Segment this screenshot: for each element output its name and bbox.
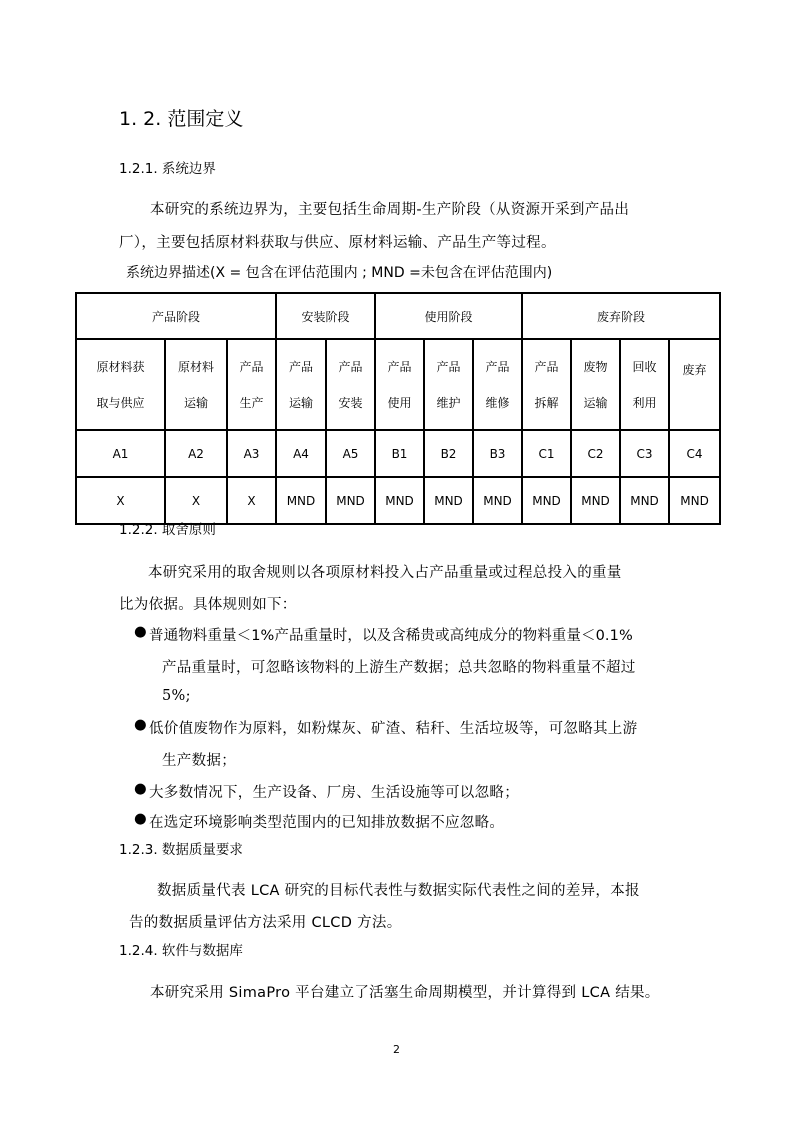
code-cell: A1 (76, 430, 165, 477)
inclusion-cell: MND (375, 477, 424, 524)
code-cell: B1 (375, 430, 424, 477)
inclusion-cell: X (165, 477, 227, 524)
inclusion-row (76, 477, 720, 524)
bullet-icon: ● (134, 811, 147, 827)
module-cell (473, 339, 522, 430)
inclusion-cell: MND (276, 477, 326, 524)
inclusion-cell: MND (620, 477, 669, 524)
software-para-line1: 本研究采用 SimaPro 平台建立了活塞生命周期模型，并计算得到 LCA 结果。 (150, 985, 660, 1001)
inclusion-cell: X (227, 477, 276, 524)
module-cell (375, 339, 424, 430)
stage-cell: 产品阶段 (76, 293, 276, 339)
system-boundary-para-line2: 厂），主要包括原材料获取与供应、原材料运输、产品生产等过程。 (119, 235, 556, 251)
bullet-icon: ● (134, 717, 147, 733)
bullet-4-line1: 在选定环境影响类型范围内的已知排放数据不应忽略。 (149, 815, 505, 831)
module-cell (76, 339, 165, 430)
table-caption: 系统边界描述(X = 包含在评估范围内 ; MND =未包含在评估范围内) (126, 265, 553, 281)
module-cell (326, 339, 375, 430)
stage-row (76, 293, 720, 339)
inclusion-cell: X (76, 477, 165, 524)
inclusion-cell: MND (473, 477, 522, 524)
stage-cell: 安装阶段 (276, 293, 375, 339)
heading-cutoff-rules: 1.2.2. 取舍原则 (119, 522, 216, 538)
module-row (76, 339, 720, 430)
data-quality-para-line1: 数据质量代表 LCA 研究的目标代表性与数据实际代表性之间的差异，本报 (157, 883, 640, 899)
page-number: 2 (393, 1043, 400, 1056)
module-cell (669, 339, 720, 430)
code-cell: C1 (522, 430, 571, 477)
module-cell (227, 339, 276, 430)
module-line: 生产 (239, 395, 264, 410)
cutoff-para-line1: 本研究采用的取舍规则以各项原材料投入占产品重量或过程总投入的重量 (148, 565, 622, 581)
bullet-2-line1: 低价值废物作为原料，如粉煤灰、矿渣、秸秆、生活垃圾等，可忽略其上游 (149, 721, 638, 737)
module-line: 维修 (485, 395, 510, 410)
module-line: 运输 (183, 395, 208, 410)
code-cell: A2 (165, 430, 227, 477)
module-line: 运输 (583, 395, 608, 410)
inclusion-cell: MND (522, 477, 571, 524)
code-row (76, 430, 720, 477)
stage-cell: 废弃阶段 (522, 293, 720, 339)
module-line: 原材料 (177, 359, 214, 374)
module-line: 产品 (534, 359, 559, 374)
bullet-1-line3: 5%; (162, 688, 191, 704)
inclusion-cell: MND (326, 477, 375, 524)
module-cell (571, 339, 620, 430)
code-cell: C3 (620, 430, 669, 477)
inclusion-cell: MND (571, 477, 620, 524)
code-cell: A4 (276, 430, 326, 477)
module-line: 维护 (436, 395, 461, 410)
code-cell: B3 (473, 430, 522, 477)
module-line: 使用 (387, 395, 412, 410)
module-line: 安装 (338, 395, 363, 410)
code-cell: A5 (326, 430, 375, 477)
module-line: 产品 (239, 359, 264, 374)
module-line: 废弃 (682, 363, 707, 377)
module-line: 产品 (436, 359, 461, 374)
module-cell (165, 339, 227, 430)
module-line: 取与供应 (96, 395, 145, 410)
module-line: 利用 (632, 395, 657, 410)
inclusion-cell: MND (669, 477, 720, 524)
code-cell: C4 (669, 430, 720, 477)
module-line: 运输 (288, 395, 313, 410)
heading-software-database: 1.2.4. 软件与数据库 (119, 943, 243, 959)
section-title: 1. 2. 范围定义 (119, 108, 244, 130)
bullet-1-line1: 普通物料重量＜1%产品重量时，以及含稀贵或高纯成分的物料重量＜0.1% (149, 628, 633, 644)
data-quality-para-line2: 告的数据质量评估方法采用 CLCD 方法。 (129, 915, 402, 931)
module-cell (620, 339, 669, 430)
heading-data-quality: 1.2.3. 数据质量要求 (119, 842, 243, 858)
stage-cell: 使用阶段 (375, 293, 522, 339)
module-line: 废物 (583, 359, 608, 374)
module-cell (424, 339, 473, 430)
inclusion-cell: MND (424, 477, 473, 524)
module-line: 回收 (632, 359, 657, 374)
bullet-1-line2: 产品重量时，可忽略该物料的上游生产数据；总共忽略的物料重量不超过 (162, 660, 636, 676)
system-boundary-table (75, 292, 721, 525)
module-line: 产品 (288, 359, 313, 374)
code-cell: B2 (424, 430, 473, 477)
module-line: 产品 (387, 359, 412, 374)
cutoff-para-line2: 比为依据。具体规则如下： (119, 597, 297, 613)
bullet-2-line2: 生产数据； (162, 753, 236, 769)
module-line: 拆解 (534, 395, 559, 410)
module-cell (522, 339, 571, 430)
code-cell: C2 (571, 430, 620, 477)
module-cell (276, 339, 326, 430)
bullet-icon: ● (134, 781, 147, 797)
bullet-3-line1: 大多数情况下，生产设备、厂房、生活设施等可以忽略； (149, 785, 519, 801)
module-line: 原材料获 (96, 359, 145, 374)
module-line: 产品 (485, 359, 510, 374)
heading-system-boundary: 1.2.1. 系统边界 (119, 161, 216, 177)
code-cell: A3 (227, 430, 276, 477)
module-line: 产品 (338, 359, 363, 374)
bullet-icon: ● (134, 624, 147, 640)
system-boundary-para-line1: 本研究的系统边界为，主要包括生命周期-生产阶段（从资源开采到产品出 (150, 202, 630, 218)
